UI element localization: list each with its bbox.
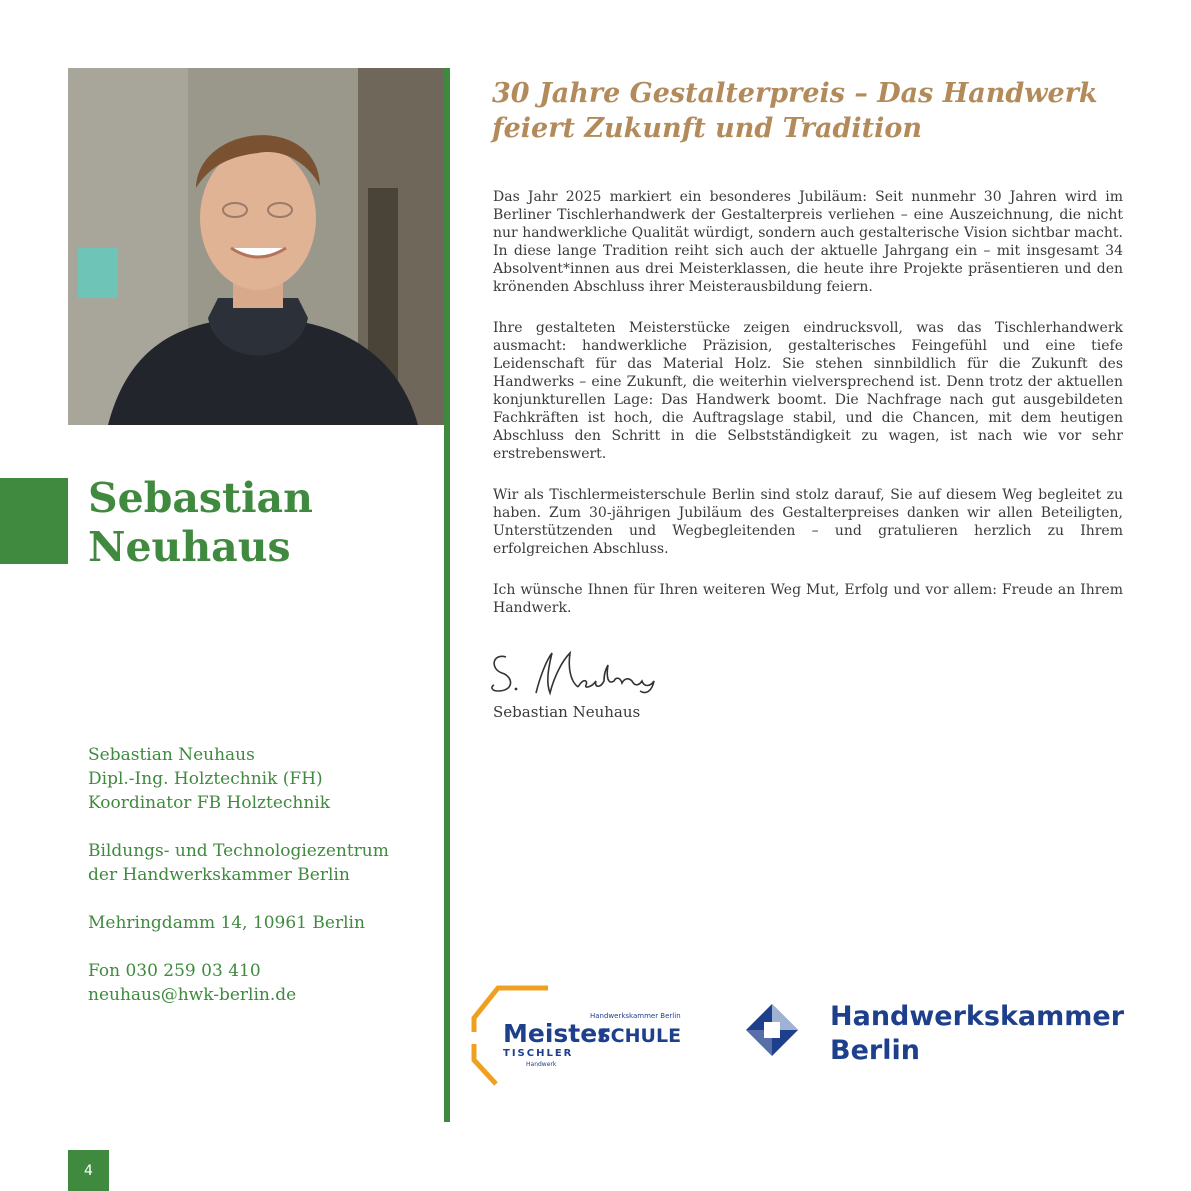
contact-organization xyxy=(88,839,428,887)
hwk-line-1: Handwerkskammer xyxy=(830,1001,1125,1032)
contact-name: Sebastian Neuhaus xyxy=(88,745,255,765)
meister-main-text: Meister xyxy=(503,1019,610,1048)
portrait-photo xyxy=(68,68,444,425)
org-line-1: Bildungs- und Technologiezentrum xyxy=(88,841,389,861)
paragraph: Ich wünsche Ihnen für Ihren weiteren Weg Mut, Erfolg und vor allem: Freude an Ihrem Handwerk. xyxy=(493,582,1123,616)
phone-line: Fon 030 259 03 410 xyxy=(88,961,261,981)
person-heading xyxy=(88,474,428,572)
paragraph: Ihre gestalteten Meisterstücke zeigen eindrucksvoll, was das Tischlerhandwerk ausmacht: handwerkliche Präzision, gestalterisches Feingefühl und eine tiefe Leidenschaft für das Material Holz. Sie stehen sinnbildlich für die Zukunft des Handwerks – eine Zukunft, die weiterhin vielversprechend ist. Denn trotz der aktuellen konjunkturellen Lage: Das Handwerk boomt. Die Nachfrage nach gut ausgebildeten Fachkräften ist hoch, die Auftragslage stabil, und die Chancen, mit dem heutigen Abschluss den Schritt in die Selbstständigkeit zu wagen, ist nach wie vor sehr erstrebenswert. xyxy=(493,320,1123,462)
paragraph: Wir als Tischlermeisterschule Berlin sind stolz darauf, Sie auf diesem Weg begleitet zu haben. Zum 30-jährigen Jubiläum des Gestalterpreises danken wir allen Beteiligten, Unterstützenden und Wegbegleitenden – und gratulieren herzlich zu Ihrem erfolgreichen Abschluss. xyxy=(493,487,1123,557)
tischler-text: TISCHLER xyxy=(503,1048,574,1059)
page-number: 4 xyxy=(68,1150,109,1191)
schule-main-text: SCHULE xyxy=(597,1025,682,1047)
handwerkskammer-logo xyxy=(742,1000,1125,1070)
contact-block xyxy=(88,743,428,1031)
hwk-line-2: Berlin xyxy=(830,1035,920,1066)
contact-person xyxy=(88,743,428,815)
org-line-2: der Handwerkskammer Berlin xyxy=(88,865,350,885)
paragraph: Das Jahr 2025 markiert ein besonderes Jubiläum: Seit nunmehr 30 Jahren wird im Berliner Tischlerhandwerk der Gestalterpreis verliehen – eine Auszeichnung, die nicht nur handwerkliche Qualität würdigt, sondern auch gestalterische Vision sichtbar macht. In diese lange Tradition reiht sich auch der aktuelle Jahrgang ein – mit insgesamt 34 Absolvent*innen aus drei Meisterklassen, die heute ihre Projekte präsentieren und den krönenden Abschluss ihrer Meisterausbildung feiern. xyxy=(493,189,1123,295)
hwk-wordmark xyxy=(830,1000,1124,1068)
accent-block xyxy=(0,478,68,564)
signer-name: Sebastian Neuhaus xyxy=(493,703,641,721)
contact-channels xyxy=(88,959,428,1007)
handwritten-signature xyxy=(488,647,668,697)
heading-last-name: Neuhaus xyxy=(88,523,291,571)
title-line-2: feiert Zukunft und Tradition xyxy=(492,113,923,144)
contact-role: Koordinator FB Holztechnik xyxy=(88,793,331,813)
email-link[interactable]: neuhaus@hwk-berlin.de xyxy=(88,985,297,1005)
title-line-1: 30 Jahre Gestalterpreis – Das Handwerk xyxy=(492,78,1098,109)
contact-address xyxy=(88,911,428,935)
meister-small-text: Handwerkskammer Berlin xyxy=(590,1012,681,1020)
address-line: Mehringdamm 14, 10961 Berlin xyxy=(88,913,365,933)
article-title xyxy=(492,76,1132,146)
handwerk-small-text: Handwerk xyxy=(526,1061,557,1068)
contact-degree: Dipl.-Ing. Holztechnik (FH) xyxy=(88,769,323,789)
article-body xyxy=(493,188,1123,640)
meisterschule-logo xyxy=(470,982,700,1086)
vertical-divider xyxy=(444,68,450,1122)
heading-first-name: Sebastian xyxy=(88,474,313,522)
